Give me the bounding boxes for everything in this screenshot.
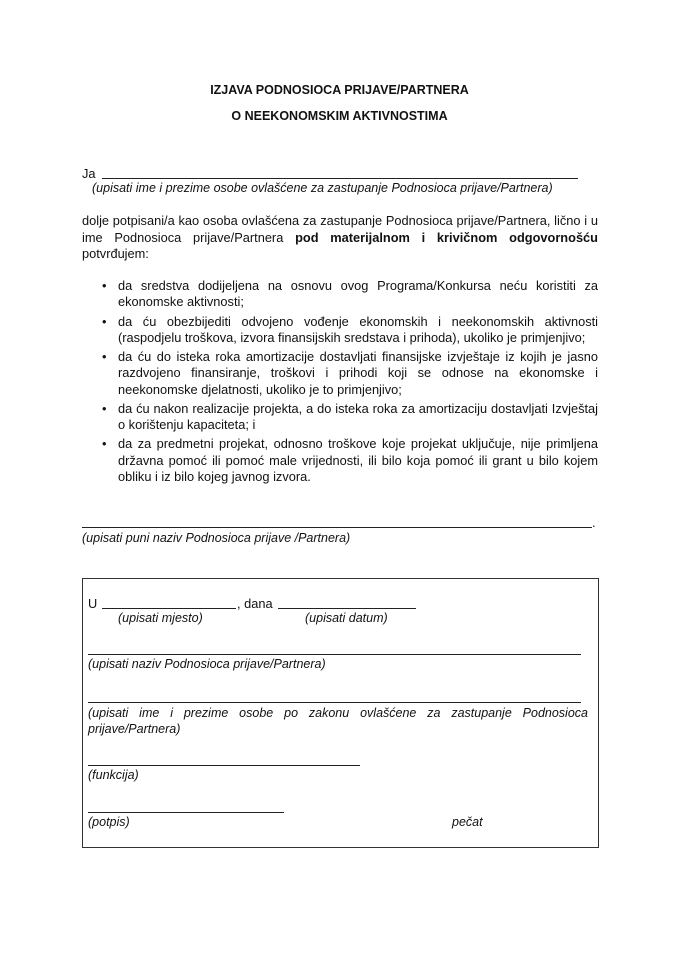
- name-input-line[interactable]: [102, 178, 578, 179]
- stamp-label: pečat: [452, 815, 483, 829]
- ja-label: Ja: [82, 166, 96, 181]
- intro-end-text: potvrđujem:: [82, 246, 149, 261]
- intro-text: dolje potpisani/a kao osoba ovlašćena za zastupanje Podnosioca prijave/Partnera, lično i u ime Podnosioca prijave/Partnera: [82, 213, 598, 245]
- declaration-list: [82, 278, 598, 488]
- date-label: , dana: [237, 596, 273, 611]
- representative-hint: (upisati ime i prezime osobe po zakonu ovlašćene za zastupanje Podnosioca prijave/Partnera): [88, 706, 588, 736]
- function-input-line[interactable]: [88, 765, 360, 766]
- list-item: • da za predmetni projekat, odnosno troškove koje projekat uključuje, nije primljena državna pomoć ili pomoć male vrijednosti, ili bilo koja pomoć ili grant u bilo kojem obliku i iz bilo kojeg javnog izvora.: [102, 436, 598, 485]
- bullet-icon: •: [102, 400, 107, 416]
- signature-hint: (potpis): [88, 815, 130, 829]
- applicant-name-input-line[interactable]: [88, 654, 581, 655]
- document-title-line1: IZJAVA PODNOSIOCA PRIJAVE/PARTNERA: [210, 83, 469, 97]
- name-hint: (upisati ime i prezime osobe ovlašćene za zastupanje Podnosioca prijave/Partnera): [92, 181, 553, 195]
- date-input-line[interactable]: [278, 608, 416, 609]
- full-name-input-line[interactable]: [82, 527, 592, 528]
- signature-input-line[interactable]: [88, 812, 284, 813]
- date-hint: (upisati datum): [305, 611, 388, 625]
- place-input-line[interactable]: [102, 608, 236, 609]
- document-title-line2: O NEEKONOMSKIM AKTIVNOSTIMA: [231, 109, 448, 123]
- bullet-icon: •: [102, 436, 107, 452]
- list-item: • da ću do isteka roka amortizacije dostavljati finansijske izvještaje iz kojih je jasno razdvojeno finansiranje, troškovi i prihodi koji se odnose na ekonomske i neekonomske djelatnosti, ukoliko je to primjenjivo;: [102, 349, 598, 397]
- intro-bold-text: pod materijalnom i krivičnom odgovornošću: [295, 229, 598, 245]
- bullet-icon: •: [102, 313, 107, 329]
- list-item: • da ću nakon realizacije projekta, a do isteka roka za amortizaciju dostavljati Izvještaj o korištenju kapaciteta; i: [102, 400, 598, 433]
- intro-paragraph: [82, 213, 598, 263]
- bullet-icon: •: [102, 349, 107, 364]
- applicant-name-hint: (upisati naziv Podnosioca prijave/Partnera): [88, 657, 326, 671]
- list-item: • da ću obezbijediti odvojeno vođenje ekonomskih i neekonomskih aktivnosti (raspodjelu troškova, izvora finansijskih sredstava i prihoda), ukoliko je primjenjivo;: [102, 313, 598, 345]
- place-hint: (upisati mjesto): [118, 611, 203, 625]
- full-name-hint: (upisati puni naziv Podnosioca prijave /Partnera): [82, 531, 351, 545]
- function-hint: (funkcija): [88, 768, 139, 782]
- list-item: • da sredstva dodijeljena na osnovu ovog Programa/Konkursa neću koristiti za ekonomske aktivnosti;: [102, 278, 598, 310]
- place-label: U: [88, 596, 98, 611]
- full-name-period: .: [592, 515, 596, 530]
- bullet-icon: •: [102, 278, 107, 293]
- representative-input-line[interactable]: [88, 702, 581, 703]
